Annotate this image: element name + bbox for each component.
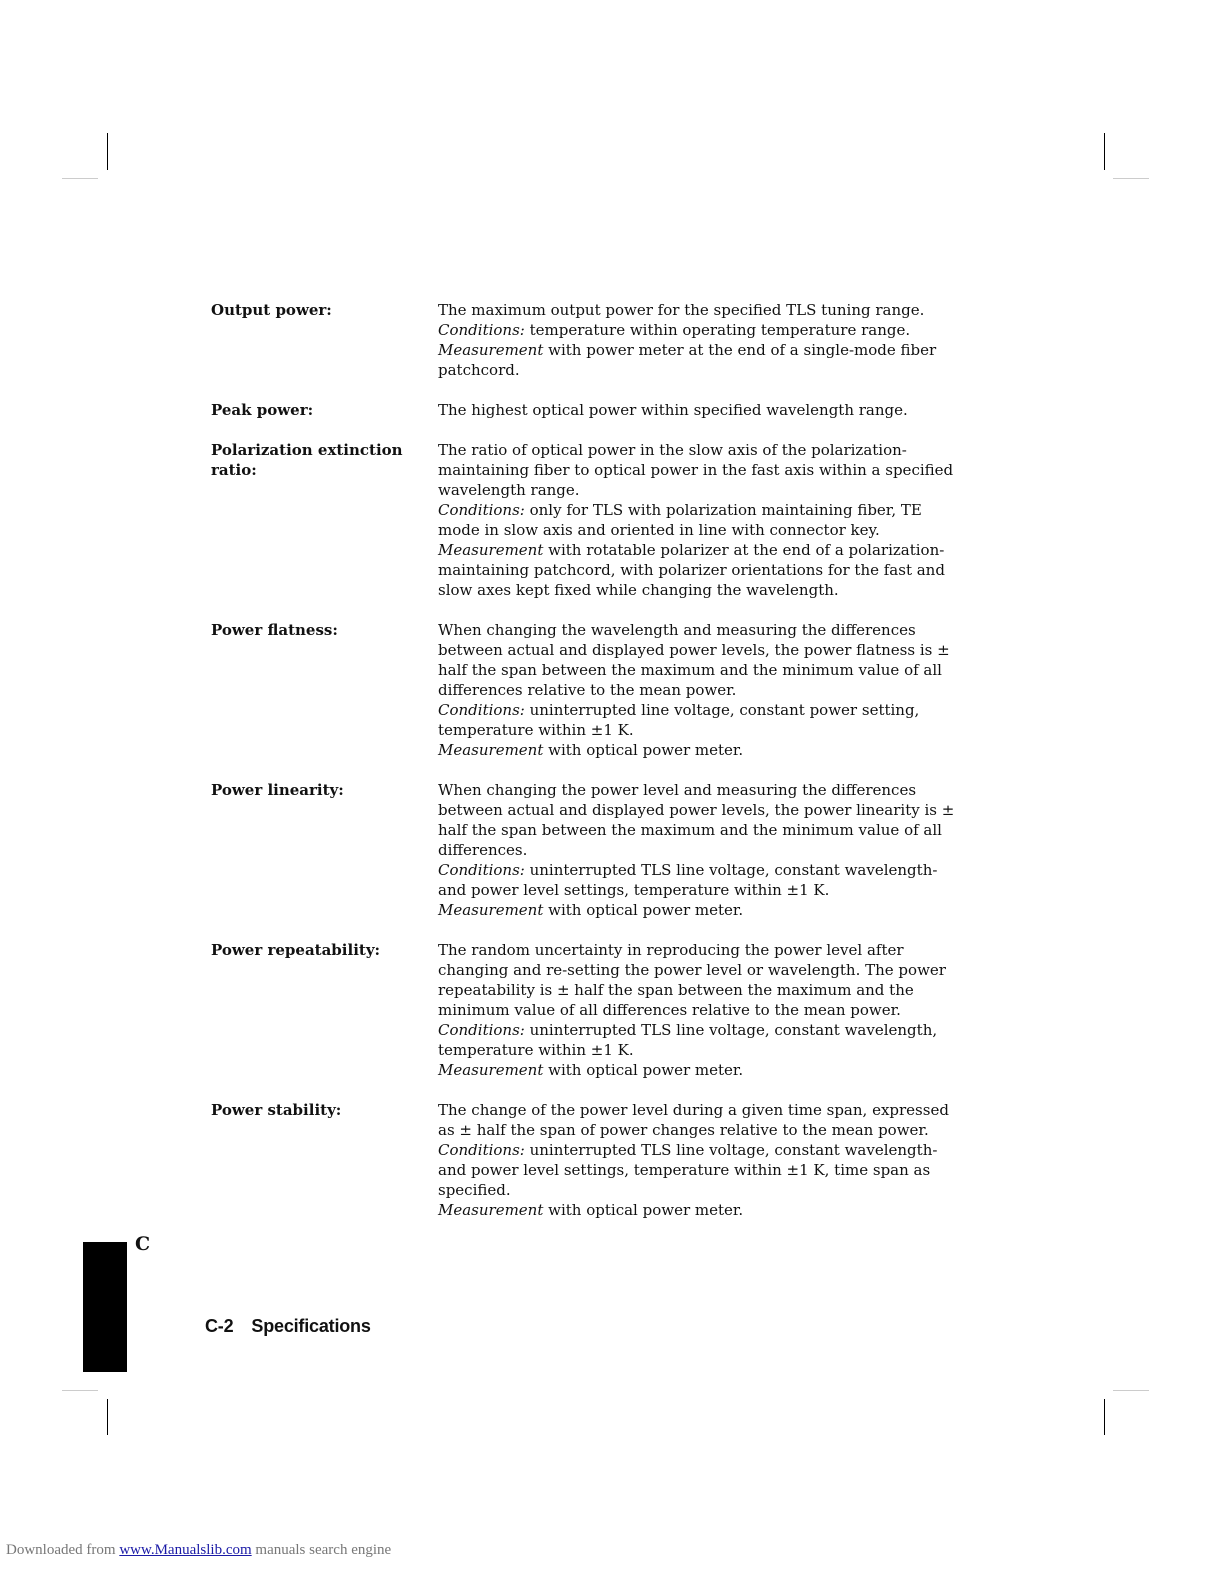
spec-description [438,400,963,420]
spec-measurement [438,1200,963,1220]
conditions-text: uninterrupted TLS line voltage, constant wavelength-and power level settings, temperature within ±1 K, time span as specified. [438,1141,938,1199]
conditions-label: Conditions: [438,1141,525,1159]
spec-definition: The highest optical power within specified wavelength range. [438,401,908,419]
spec-definition: The maximum output power for the specified TLS tuning range. [438,301,925,319]
page-number: C-2 [205,1316,234,1336]
spec-conditions [438,1140,963,1200]
spec-description [438,1100,963,1220]
measurement-label: Measurement [438,1201,544,1219]
chapter-tab-letter: C [135,1233,151,1255]
spec-description [438,780,963,920]
spec-row-power-flatness [211,620,971,760]
spec-term: Power flatness: [211,621,338,639]
spec-description [438,620,963,760]
spec-term: Peak power: [211,401,314,419]
spec-conditions [438,700,963,740]
crop-mark-bottom-right-h [1113,1390,1149,1391]
spec-definition: The random uncertainty in reproducing the power level after changing and re-setting the power level or wavelength. The power repeatability is ± half the span between the maximum and the minimum value of all differences relative to the mean power. [438,941,946,1019]
spec-conditions [438,320,963,340]
spec-definition: The ratio of optical power in the slow axis of the polarization-maintaining fiber to optical power in the fast axis within a specified wavelength range. [438,441,954,499]
measurement-label: Measurement [438,1061,544,1079]
spec-measurement [438,740,963,760]
conditions-text: temperature within operating temperature range. [524,321,911,339]
spec-conditions [438,1020,963,1060]
spec-row-polarization-extinction-ratio [211,440,971,600]
page-footer [205,1316,371,1337]
chapter-tab-bar [83,1242,127,1372]
spec-term: Power repeatability: [211,941,381,959]
download-attribution [6,1542,391,1559]
measurement-label: Measurement [438,541,544,559]
spec-measurement [438,1060,963,1080]
conditions-text: uninterrupted TLS line voltage, constant wavelength, temperature within ±1 K. [438,1021,938,1059]
spec-row-power-repeatability [211,940,971,1080]
spec-definition: The change of the power level during a given time span, expressed as ± half the span of power changes relative to the mean power. [438,1101,949,1139]
conditions-text: only for TLS with polarization maintaining fiber, TE mode in slow axis and oriented in line with connector key. [438,501,922,539]
spec-term: Polarization extinction ratio: [211,441,403,479]
spec-measurement [438,900,963,920]
spec-term: Power linearity: [211,781,344,799]
spec-term: Power stability: [211,1101,342,1119]
conditions-label: Conditions: [438,701,525,719]
spec-description [438,300,963,380]
spec-definition: When changing the wavelength and measuring the differences between actual and displayed power levels, the power flatness is ± half the span between the maximum and the minimum value of all differences relative to the mean power. [438,621,950,699]
measurement-text: with power meter at the end of a single-mode fiber patchcord. [438,341,937,379]
spec-definition: When changing the power level and measuring the differences between actual and displayed power levels, the power linearity is ± half the span between the maximum and the minimum value of all differences. [438,781,955,859]
measurement-label: Measurement [438,341,544,359]
spec-definition-list [211,300,971,1240]
crop-mark-top-left [107,133,108,170]
spec-description [438,940,963,1080]
crop-mark-top-right [1104,133,1105,170]
spec-row-output-power [211,300,971,380]
measurement-text: with optical power meter. [543,1201,744,1219]
spec-row-peak-power [211,400,971,420]
manualslib-link[interactable]: www.Manualslib.com [119,1542,252,1558]
conditions-label: Conditions: [438,1021,525,1039]
spec-conditions [438,500,963,540]
conditions-label: Conditions: [438,321,525,339]
spec-conditions [438,860,963,900]
measurement-text: with optical power meter. [543,741,744,759]
download-suffix: manuals search engine [251,1542,392,1558]
spec-description [438,440,963,600]
conditions-label: Conditions: [438,501,525,519]
spec-measurement [438,340,963,380]
spec-term: Output power: [211,301,332,319]
measurement-text: with optical power meter. [543,1061,744,1079]
crop-mark-bottom-left-h [62,1390,98,1391]
crop-mark-top-right-h [1113,178,1149,179]
measurement-label: Measurement [438,901,544,919]
measurement-text: with rotatable polarizer at the end of a polarization-maintaining patchcord, with polarizer orientations for the fast and slow axes kept fixed while changing the wavelength. [438,541,945,599]
conditions-label: Conditions: [438,861,525,879]
crop-mark-bottom-right [1104,1399,1105,1435]
spec-row-power-linearity [211,780,971,920]
measurement-text: with optical power meter. [543,901,744,919]
spec-row-power-stability [211,1100,971,1220]
section-title: Specifications [251,1316,371,1336]
spec-measurement [438,540,963,600]
conditions-text: uninterrupted line voltage, constant power setting, temperature within ±1 K. [438,701,920,739]
crop-mark-bottom-left [107,1399,108,1435]
download-prefix: Downloaded from [6,1542,120,1558]
crop-mark-top-left-h [62,178,98,179]
measurement-label: Measurement [438,741,544,759]
conditions-text: uninterrupted TLS line voltage, constant wavelength-and power level settings, temperature within ±1 K. [438,861,938,899]
